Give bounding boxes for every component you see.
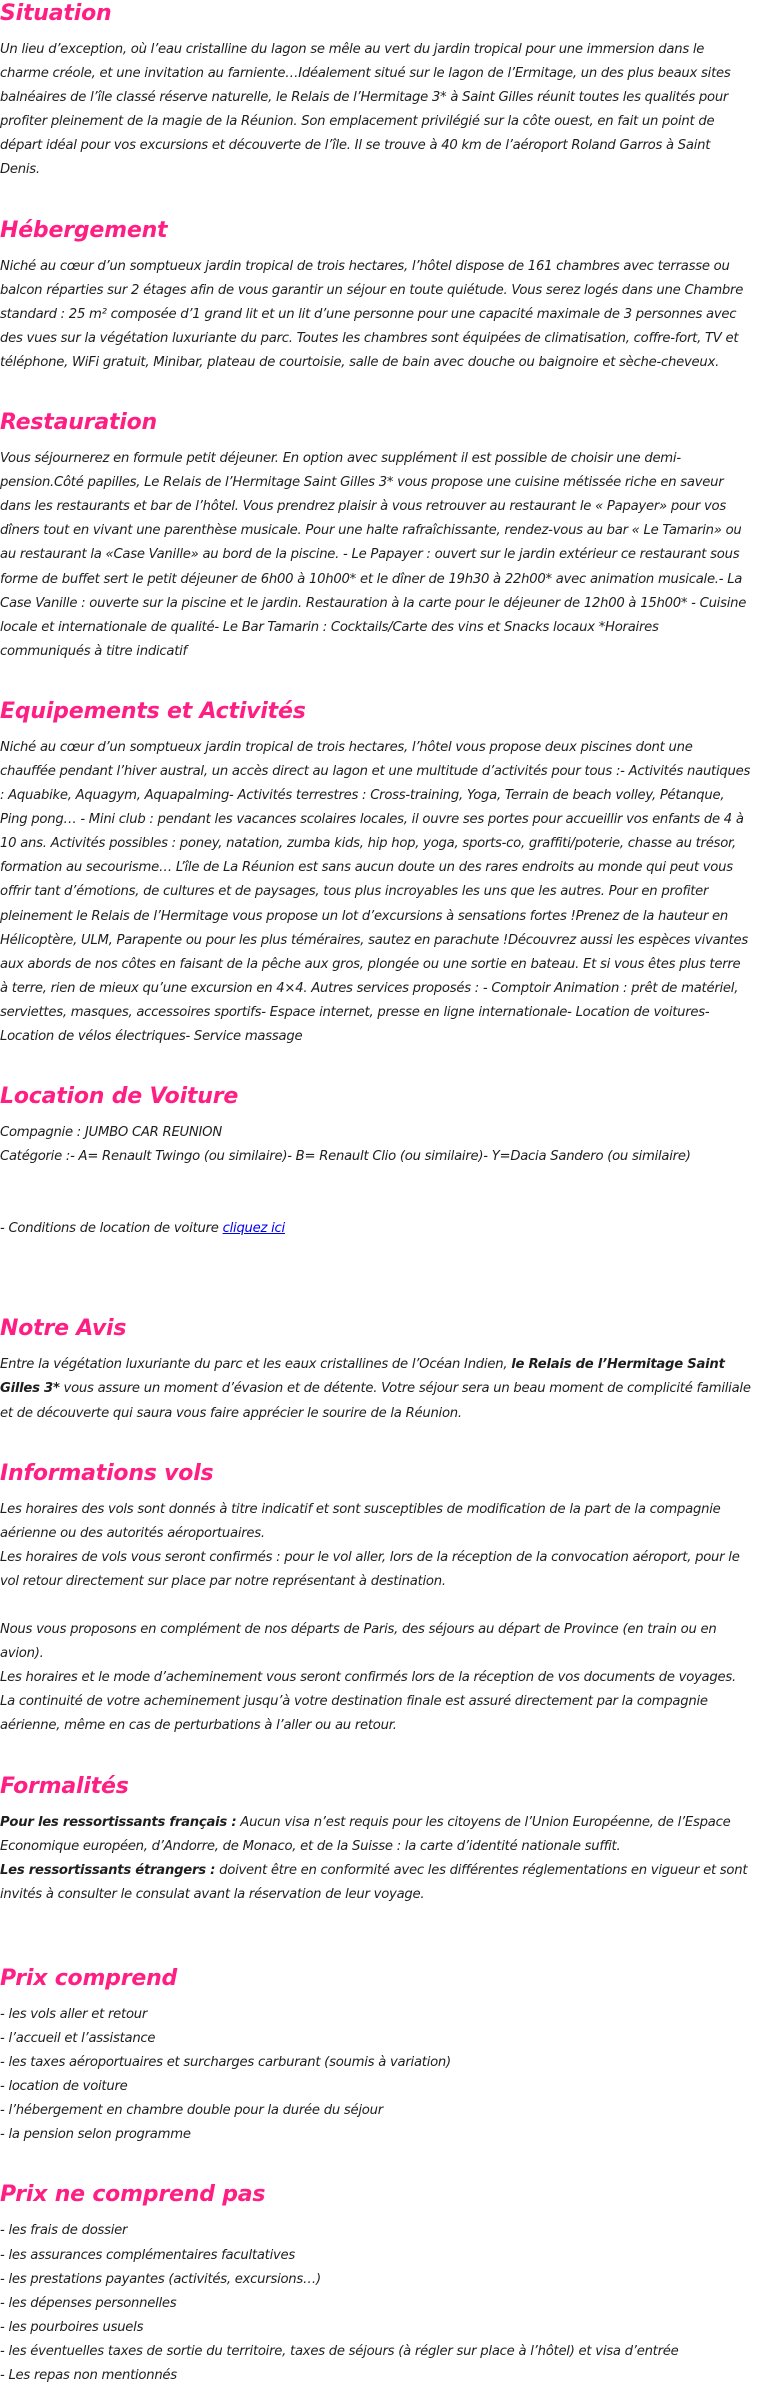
section-title-vols: Informations vols [0,1460,214,1486]
equipements-text: Niché au cœur d’un somptueux jardin tropical de trois hectares, l’hôtel vous propose deux piscines dont une chauffée pendant l’hiver austral, un accès direct au lagon et une multitude d’activités pour tous :- Activités nautiques : Aquabike, Aquagym, Aquapalming- Activités terrestres : Cross-training, Yoga, Terrain de beach volley, Pétanque, Ping pong… - Mini club : pendant les vacances scolaires locales, il ouvre ses portes pour accueillir vos enfants de 4 à 10 ans. Activités possibles : poney, natation, zumba kids, hip hop, yoga, sports-co, graffiti/poterie, chasse au trésor, formation au secourisme… L’île de La Réunion est sans aucun doute un des rares endroits au monde qui peut vous offrir tant d’émotions, de cultures et de paysages, tous plus incroyables les uns que les autres. Pour en profiter pleinement le Relais de l’Hermitage vous propose un lot d’excursions à sensations fortes !Prenez de la hauteur en Hélicoptère, ULM, Parapente ou pour les plus téméraires, sautez en parachute !Découvrez aussi les espèces vivantes aux abords de nos côtes en faisant de la pêche aux gros, plongée ou une sortie en bateau. Et si vous êtes plus terre à terre, rien de mieux qu’une excursion en 4×4. Autres services proposés : - Comptoir Animation : prêt de matériel, serviettes, masques, accessoires sportifs- Espace internet, presse en ligne internationale- Location de voitures- Location de vélos électriques- Service massage [0,739,751,1044]
avis-text [0,1353,752,1425]
list-item: - la pension selon programme [0,2127,191,2143]
prix-ne-comprend-list [0,2219,752,2388]
formalites-francais-text: Aucun visa n’est requis pour les citoyens de l’Union Européenne, de l’Espace Economique européen, d’Andorre, de Monaco, et de la Suisse : la carte d’identité nationale suffit. [0,1814,731,1854]
formalites-francais-label: Pour les ressortissants français : [0,1814,237,1830]
location-categories: Catégorie :- A= Renault Twingo (ou similaire)- B= Renault Clio (ou similaire)- Y=Dacia Sandero (ou similaire) [0,1149,691,1165]
location-conditions-label: - Conditions de location de voiture [0,1221,223,1237]
list-item: - les éventuelles taxes de sortie du territoire, taxes de séjours (à régler sur place à l’hôtel) et visa d’entrée [0,2343,679,2359]
formalites-etrangers-text: doivent être en conformité avec les différentes réglementations en vigueur et sont invités à consulter le consulat avant la réservation de leur voyage. [0,1862,748,1902]
vols-p2: Les horaires de vols vous seront confirmés : pour le vol aller, lors de la réception de la convocation aéroport, pour le vol retour directement sur place par notre représentant à destination. [0,1549,740,1589]
avis-text-after: vous assure un moment d’évasion et de détente. Votre séjour sera un beau moment de complicité familiale et de découverte qui saura vous faire apprécier le sourire de la Réunion. [0,1381,751,1421]
vols-p3: Nous vous proposons en complément de nos départs de Paris, des séjours au départ de Province (en train ou en avion). [0,1622,717,1662]
list-item: - les taxes aéroportuaires et surcharges carburant (soumis à variation) [0,2055,451,2071]
restauration-text: Vous séjournerez en formule petit déjeuner. En option avec supplément il est possible de choisir une demi-pension.Côté papilles, Le Relais de l’Hermitage Saint Gilles 3* vous propose une cuisine métissée riche en saveur dans les restaurants et bar de l’hôtel. Vous prendrez plaisir à vous retrouver au restaurant le « Papayer» pour vos dîners tout en vivant une parenthèse musicale. Pour une halte rafraîchissante, rendez-vous au bar « Le Tamarin» ou au restaurant la «Case Vanille» au bord de la piscine. - Le Papayer : ouvert sur le jardin extérieur ce restaurant sous forme de buffet sert le petit déjeuner de 6h00 à 10h00* et le dîner de 19h30 à 22h00* avec animation musicale.- La Case Vanille : ouverte sur la piscine et le jardin. Restauration à la carte pour le déjeuner de 12h00 à 15h00* - Cuisine locale et internationale de qualité- Le Bar Tamarin : Cocktails/Carte des vins et Snacks locaux *Horaires communiqués à titre indicatif [0,451,747,659]
section-title-prix-comprend: Prix comprend [0,1965,178,1991]
prix-comprend-list [0,2003,752,2148]
section-title-equipements: Equipements et Activités [0,698,306,724]
hebergement-text: Niché au cœur d’un somptueux jardin tropical de trois hectares, l’hôtel dispose de 161 chambres avec terrasse ou balcon réparties sur 2 étages afin de vous garantir un séjour en toute quiétude. Vous serez logés dans une Chambre standard : 25 m² composée d’1 grand lit et un lit d’une personne pour une capacité maximale de 3 personnes avec des vues sur la végétation luxuriante du parc. Toutes les chambres sont équipées de climatisation, coffre-fort, TV et téléphone, WiFi gratuit, Minibar, plateau de courtoisie, salle de bain avec douche ou baignoire et sèche-cheveux. [0,258,744,370]
list-item: - l’accueil et l’assistance [0,2030,156,2046]
vols-p1: Les horaires des vols sont donnés à titre indicatif et sont susceptibles de modification de la part de la compagnie aérienne ou des autorités aéroportuaires. [0,1501,721,1541]
avis-text-before: Entre la végétation luxuriante du parc et les eaux cristallines de l’Océan Indien, [0,1357,512,1373]
formalites-etrangers-label: Les ressortissants étrangers : [0,1862,216,1878]
formalites-francais [0,1811,752,1859]
list-item: - les assurances complémentaires facultatives [0,2247,296,2263]
list-item: - les dépenses personnelles [0,2295,177,2311]
vols-p5: La continuité de votre acheminement jusqu’à votre destination finale est assuré directement par la compagnie aérienne, même en cas de perturbations à l’aller ou au retour. [0,1694,708,1734]
section-title-situation: Situation [0,1,112,26]
avis-hotel-name: le Relais de l’Hermitage Saint Gilles 3* [0,1357,725,1397]
list-item: - les vols aller et retour [0,2006,148,2022]
list-item: - l’hébergement en chambre double pour la durée du séjour [0,2103,383,2119]
situation-text: Un lieu d’exception, où l’eau cristalline du lagon se mêle au vert du jardin tropical pour une immersion dans le charme créole, et une invitation au farniente…Idéalement situé sur le lagon de l’Ermitage, un des plus beaux sites balnéaires de l’île classé réserve naturelle, le Relais de l’Hermitage 3* à Saint Gilles réunit toutes les qualités pour profiter pleinement de la magie de la Réunion. Son emplacement privilégié sur la côte ouest, en fait un point de départ idéal pour vos excursions et découverte de l’île. Il se trouve à 40 km de l’aéroport Roland Garros à Saint Denis. [0,42,731,178]
section-title-location: Location de Voiture [0,1084,239,1110]
formalites-etrangers [0,1859,752,1907]
list-item: - location de voiture [0,2079,128,2095]
section-title-avis: Notre Avis [0,1316,127,1342]
list-item: - Les repas non mentionnés [0,2368,177,2383]
list-item: - les pourboires usuels [0,2319,144,2335]
vols-p4: Les horaires et le mode d’acheminement vous seront confirmés lors de la réception de vos documents de voyages. [0,1670,736,1686]
location-conditions [0,1217,752,1241]
location-company: Compagnie : JUMBO CAR REUNION [0,1125,222,1141]
list-item: - les frais de dossier [0,2223,128,2239]
section-title-hebergement: Hébergement [0,217,168,243]
section-title-prix-ne-comprend: Prix ne comprend pas [0,2182,266,2208]
list-item: - les prestations payantes (activités, excursions…) [0,2271,321,2287]
section-title-restauration: Restauration [0,410,158,436]
conditions-link[interactable]: cliquez ici [222,1221,285,1237]
section-title-formalites: Formalités [0,1773,129,1799]
